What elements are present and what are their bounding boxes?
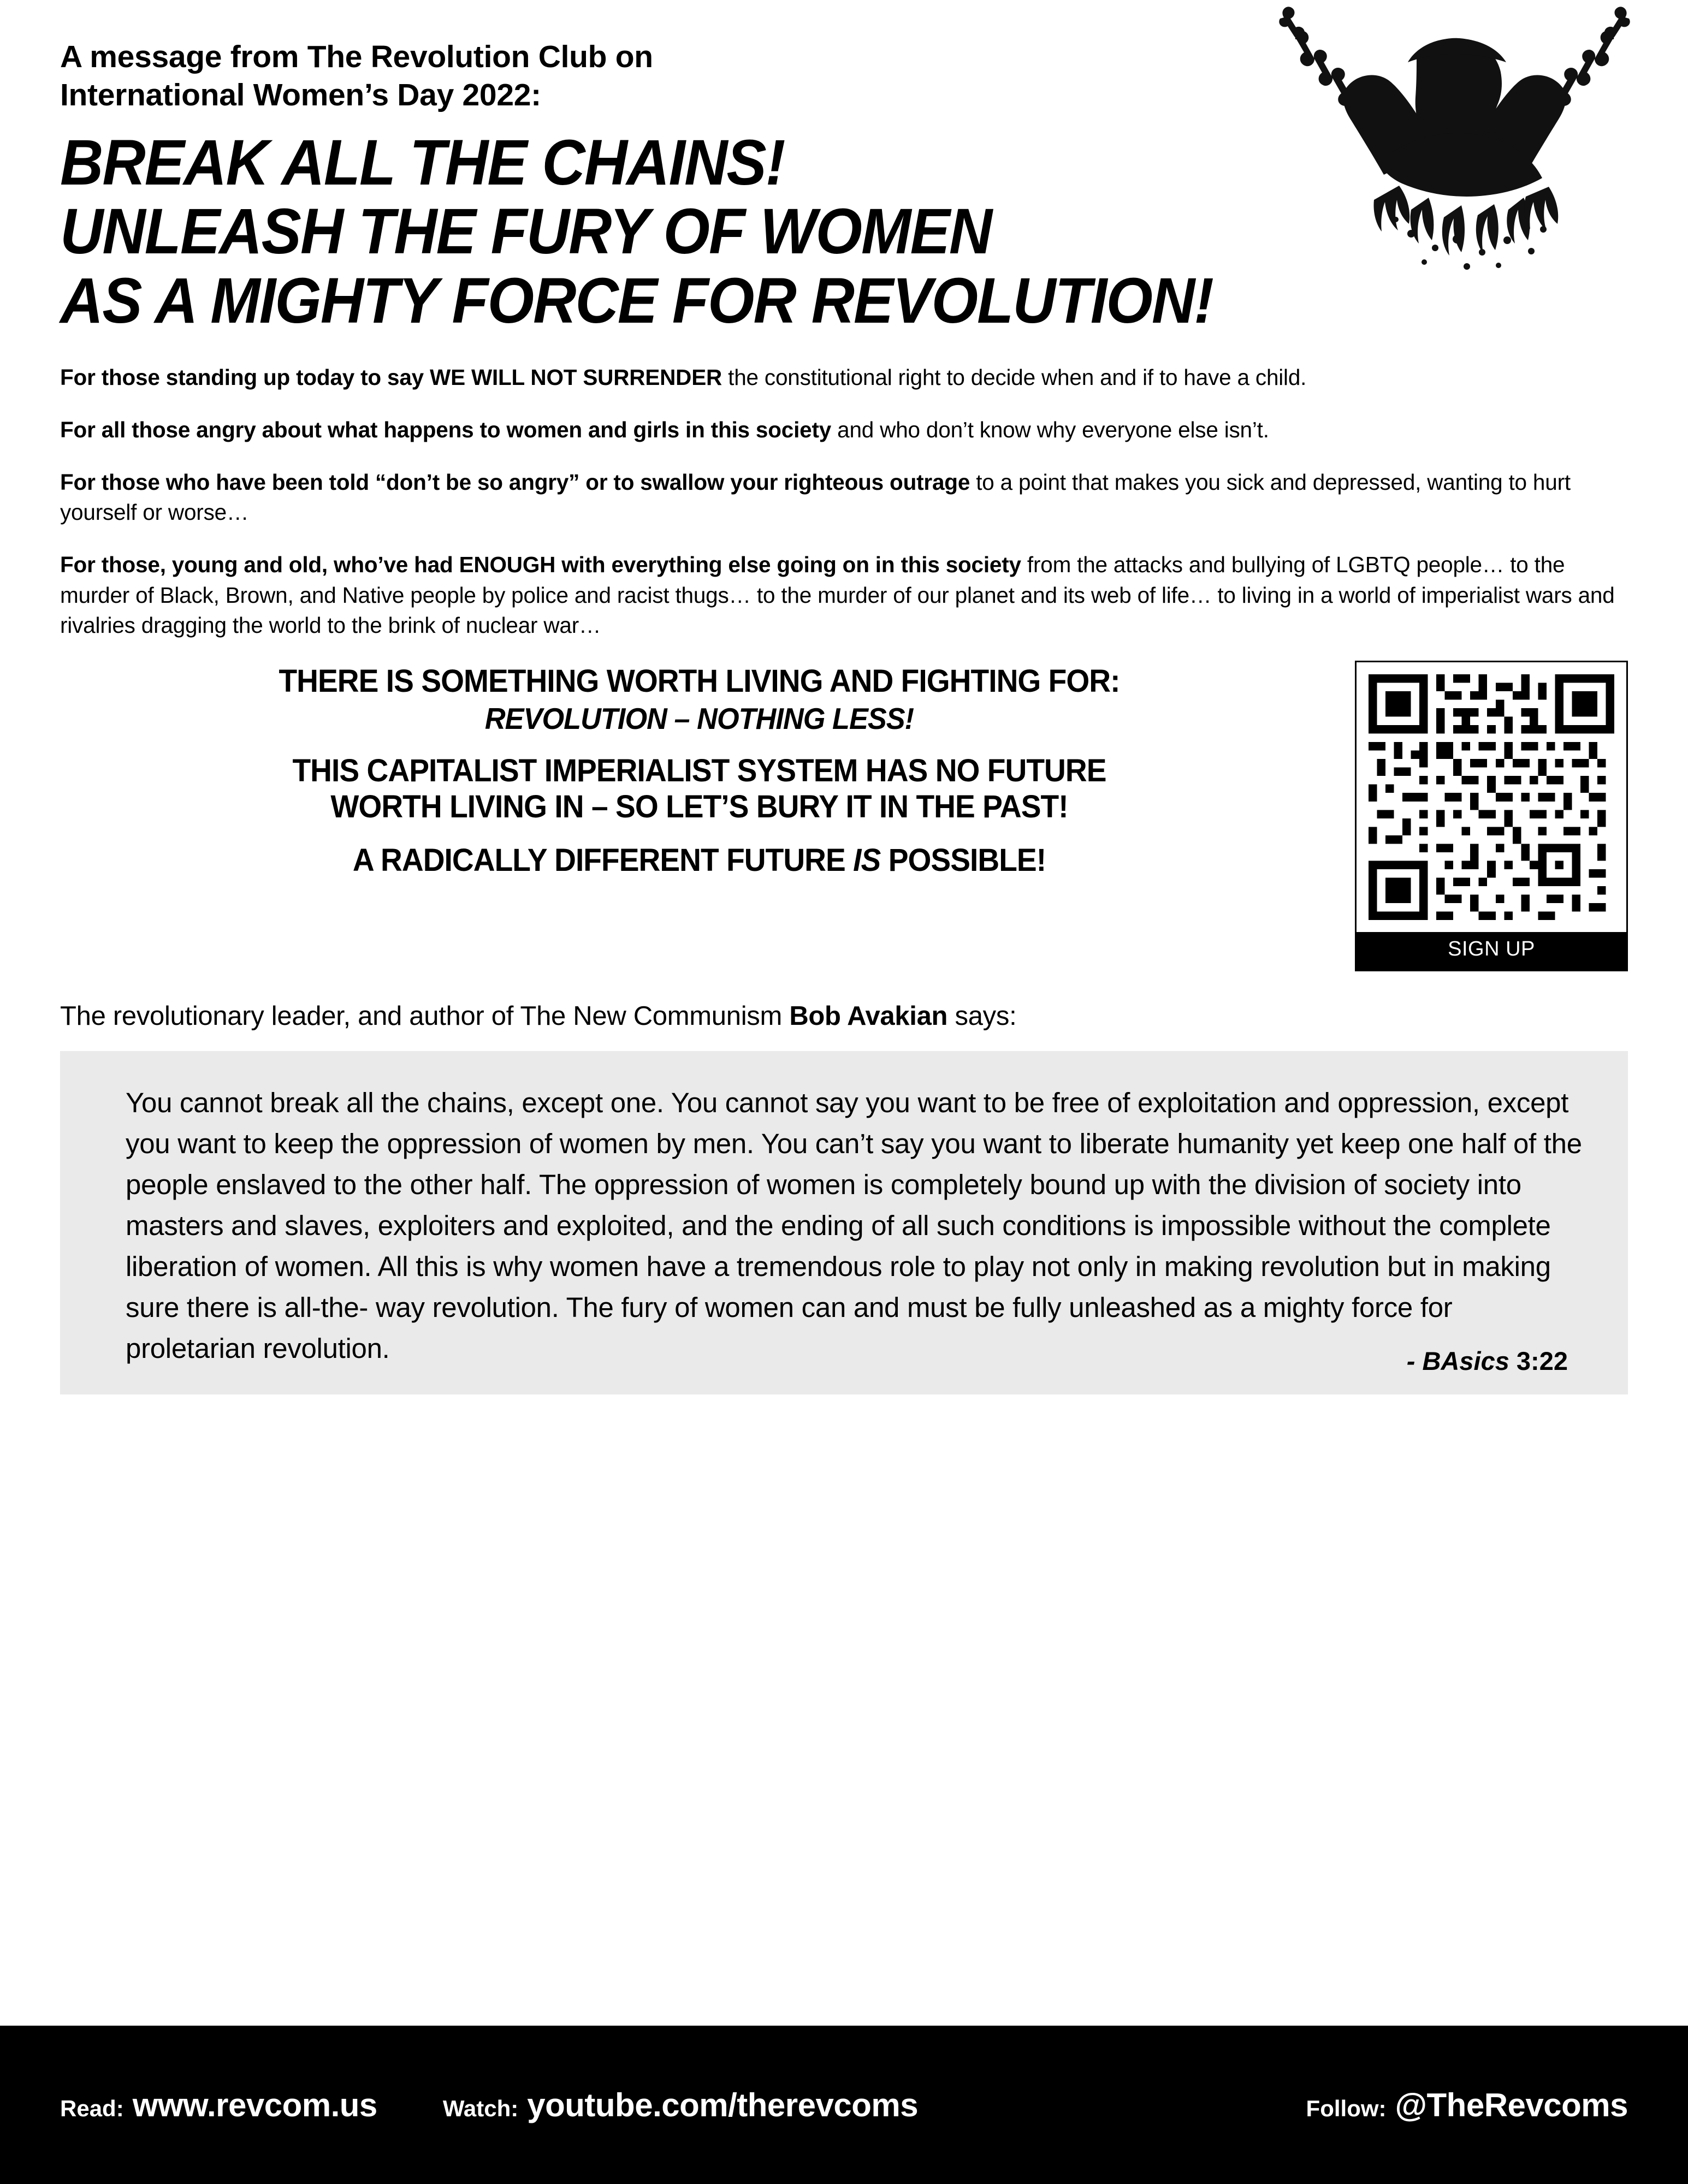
footer-follow-value[interactable]: @TheRevcoms — [1395, 2086, 1628, 2123]
slogan-line-4: WORTH LIVING IN – SO LET’S BURY IT IN THE PAST! — [330, 788, 1068, 824]
footer-bar — [0, 2026, 1688, 2184]
page-title — [60, 128, 1518, 335]
qr-code-area[interactable] — [1357, 662, 1626, 932]
footer-read-label: Read: — [60, 2095, 124, 2121]
paragraph-2-rest: and who don’t know why everyone else isn’t. — [831, 417, 1269, 442]
kicker-line-2: International Women’s Day 2022: — [60, 77, 541, 112]
quote-source-label: - BAsics — [1406, 1346, 1517, 1376]
slogan-line-5-post: POSSIBLE! — [880, 842, 1046, 878]
paragraph-4-rest: from the attacks and bullying of LGBTQ people… to the murder of Black, Brown, and Native people by police and racist thugs… to the murder of our planet and its web of life… to living in a world of imperialist wars and rivalries dragging the world to the brink of nuclear war… — [60, 552, 1615, 638]
footer-watch[interactable] — [443, 2086, 918, 2124]
paragraph-2-bold: For all those angry about what happens to women and girls in this society — [60, 417, 832, 442]
qr-signup-card[interactable] — [1355, 661, 1628, 971]
headline-line-2: UNLEASH THE FURY OF WOMEN — [60, 195, 992, 268]
paragraph-4 — [60, 550, 1628, 640]
footer-follow[interactable] — [1306, 2086, 1628, 2124]
qr-signup-label[interactable]: SIGN UP — [1357, 932, 1626, 970]
poster-header — [0, 0, 1688, 335]
headline-line-3: AS A MIGHTY FORCE FOR REVOLUTION! — [60, 264, 1213, 337]
paragraph-3-bold: For those who have been told “don’t be so angry” or to swallow your righteous outrage — [60, 469, 970, 495]
slogan-line-1: THERE IS SOMETHING WORTH LIVING AND FIGHTING FOR: — [279, 663, 1120, 699]
paragraph-2 — [60, 415, 1628, 445]
body-paragraphs — [0, 363, 1688, 641]
quote-box — [60, 1051, 1628, 1395]
footer-read[interactable] — [60, 2086, 377, 2124]
paragraph-1 — [60, 363, 1628, 393]
footer-follow-label: Follow: — [1306, 2095, 1387, 2121]
paragraph-3-rest: to a point that makes you sick and depressed, wanting to hurt yourself or worse… — [60, 469, 1571, 525]
attribution-post: says: — [947, 1001, 1017, 1031]
slogan-line-5-pre: A RADICALLY DIFFERENT FUTURE — [352, 842, 854, 878]
kicker-line-1: A message from The Revolution Club on — [60, 39, 653, 74]
slogan-line-2: REVOLUTION – NOTHING LESS! — [484, 701, 914, 735]
quote-text: You cannot break all the chains, except one. You cannot say you want to be free of exploitation and oppression, except you want to keep the oppression of women by men. You can’t say you want to liberate humanity yet keep one half of the people enslaved to the other half. The oppression of women is completely bound up with the division of society into masters and slaves, exploiters and exploited, and the ending of all such conditions is impossible without the complete liberation of women. All this is why women have a tremendous role to play not only in making revolution but in making sure there is all-the- way revolution. The fury of women can and must be fully unleashed as a mighty force for proletarian revolution. — [126, 1087, 1582, 1364]
footer-watch-label: Watch: — [442, 2095, 519, 2121]
qr-code-icon[interactable] — [1369, 674, 1614, 920]
attribution-pre: The revolutionary leader, and author of The New Communism — [60, 1001, 790, 1031]
footer-read-value[interactable]: www.revcom.us — [132, 2086, 377, 2123]
paragraph-1-rest: the constitutional right to decide when and if to have a child. — [722, 364, 1307, 390]
slogan-line-3: THIS CAPITALIST IMPERIALIST SYSTEM HAS NO FUTURE — [292, 753, 1106, 788]
attribution-name: Bob Avakian — [789, 1001, 948, 1031]
slogan-line-5 — [92, 843, 1307, 878]
quote-source-number: 3:22 — [1516, 1346, 1568, 1376]
kicker-text — [60, 38, 1016, 114]
slogan-block — [60, 661, 1355, 878]
footer-watch-value[interactable]: youtube.com/therevcoms — [527, 2086, 919, 2123]
quote-attribution — [0, 1001, 1688, 1031]
paragraph-4-bold: For those, young and old, who’ve had ENOUGH with everything else going on in this society — [60, 552, 1021, 578]
headline-line-1: BREAK ALL THE CHAINS! — [60, 127, 785, 199]
paragraph-3 — [60, 467, 1628, 528]
slogans-and-qr — [0, 661, 1688, 971]
paragraph-1-bold: For those standing up today to say WE WILL NOT SURRENDER — [60, 364, 722, 390]
slogan-line-5-emphasis: IS — [853, 842, 881, 878]
